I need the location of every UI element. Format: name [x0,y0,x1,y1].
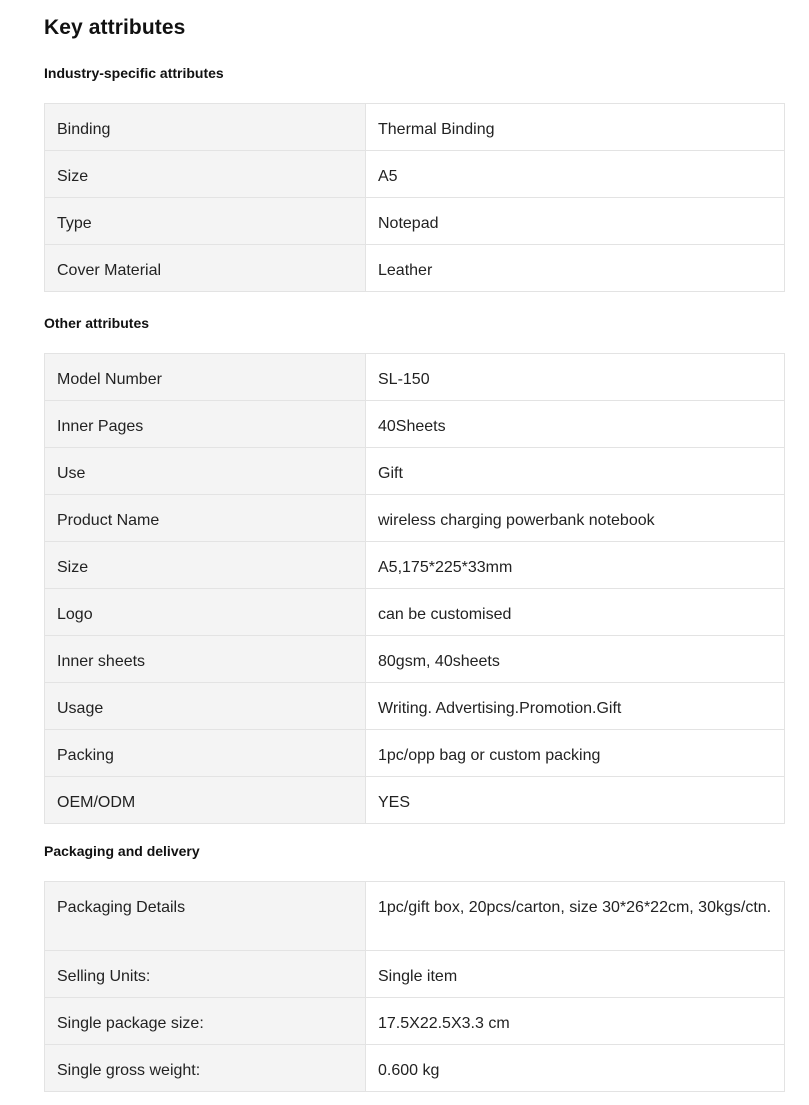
attribute-value: A5,175*225*33mm [366,542,785,589]
attribute-value: Notepad [366,198,785,245]
table-row [45,495,785,542]
attribute-label: Single package size: [45,998,366,1045]
table-row [45,151,785,198]
section-title-other: Other attributes [44,315,150,331]
attribute-value: 40Sheets [366,401,785,448]
attribute-value: wireless charging powerbank notebook [366,495,785,542]
attribute-label: Use [45,448,366,495]
section-title-industry: Industry-specific attributes [44,65,224,81]
table-row [45,448,785,495]
attribute-label: Inner Pages [45,401,366,448]
attribute-value: Leather [366,245,785,292]
table-row [45,198,785,245]
page-title: Key attributes [44,16,186,39]
attribute-value: 0.600 kg [366,1045,785,1092]
attribute-value: can be customised [366,589,785,636]
attribute-value: 80gsm, 40sheets [366,636,785,683]
attribute-label: Type [45,198,366,245]
attribute-value: 1pc/opp bag or custom packing [366,730,785,777]
attribute-label: Selling Units: [45,951,366,998]
table-row [45,589,785,636]
table-row [45,104,785,151]
attribute-value: SL-150 [366,354,785,401]
table-row [45,683,785,730]
attribute-value: Thermal Binding [366,104,785,151]
attribute-value: A5 [366,151,785,198]
attribute-label: Cover Material [45,245,366,292]
attribute-label: Packaging Details [45,882,366,951]
section-title-packaging: Packaging and delivery [44,843,200,859]
other-attributes-table [44,353,785,824]
table-row [45,951,785,998]
attribute-label: Inner sheets [45,636,366,683]
table-row [45,998,785,1045]
attribute-label: Model Number [45,354,366,401]
table-row [45,245,785,292]
attribute-label: Binding [45,104,366,151]
attribute-label: Size [45,542,366,589]
table-row [45,542,785,589]
attribute-value: YES [366,777,785,824]
table-row [45,401,785,448]
attribute-label: OEM/ODM [45,777,366,824]
attribute-value: 17.5X22.5X3.3 cm [366,998,785,1045]
table-row [45,636,785,683]
table-row [45,777,785,824]
table-row [45,1045,785,1092]
attribute-label: Single gross weight: [45,1045,366,1092]
attribute-label: Product Name [45,495,366,542]
attribute-label: Size [45,151,366,198]
attribute-label: Logo [45,589,366,636]
table-row [45,730,785,777]
attribute-label: Packing [45,730,366,777]
attribute-value: Gift [366,448,785,495]
industry-attributes-table [44,103,785,292]
attribute-value: 1pc/gift box, 20pcs/carton, size 30*26*22cm, 30kgs/ctn. [366,882,785,951]
table-row [45,354,785,401]
attribute-value: Writing. Advertising.Promotion.Gift [366,683,785,730]
packaging-delivery-table [44,881,785,1092]
table-row [45,882,785,951]
attribute-value: Single item [366,951,785,998]
attribute-label: Usage [45,683,366,730]
